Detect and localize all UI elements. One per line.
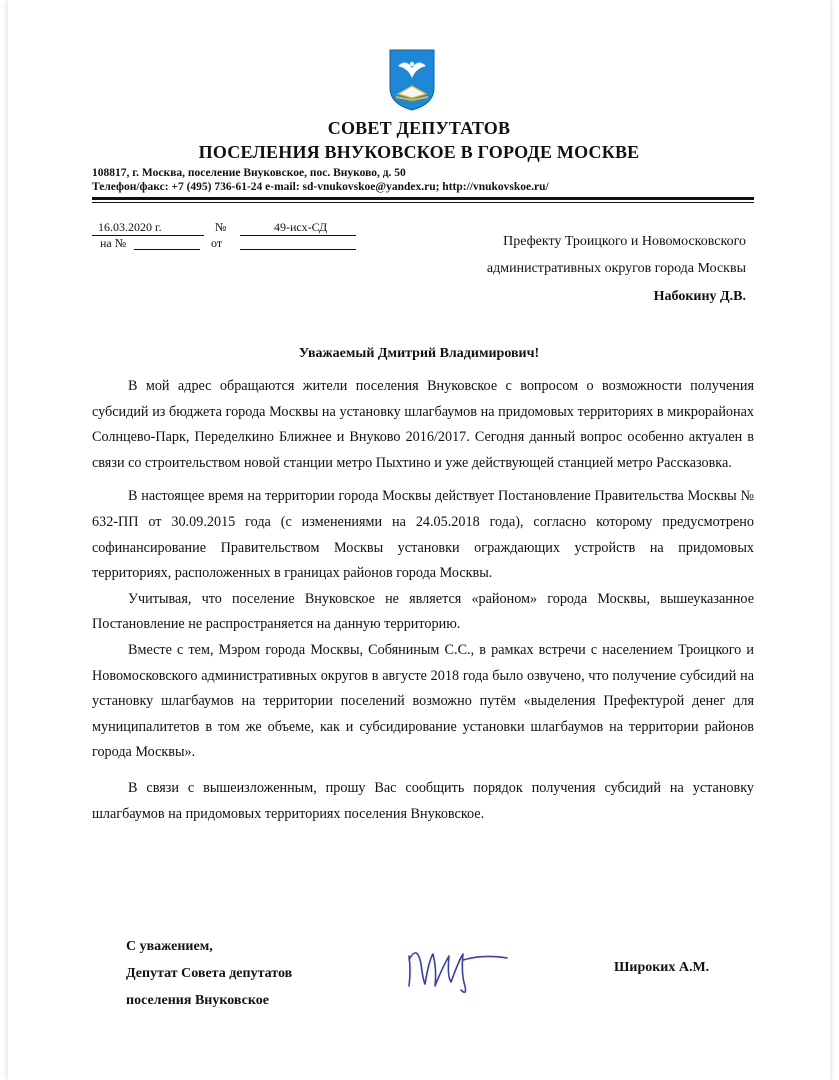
greeting: Уважаемый Дмитрий Владимирович!: [298, 346, 540, 361]
addressee-name: Набокину Д.В.: [653, 289, 746, 304]
coat-of-arms-icon: [388, 48, 436, 112]
letter-body: [92, 374, 754, 827]
addressee-line2: административных округов города Москвы: [486, 261, 746, 276]
reply-to-label: на №: [100, 236, 127, 250]
signer-name: Широких А.М.: [614, 960, 710, 975]
org-contacts: Телефон/факс: +7 (495) 736-61-24 e-mail: sd-vnukovskoe@yandex.ru; http://vnukovskoe.ru/: [92, 181, 549, 193]
number-underline: [240, 235, 356, 236]
from-underline: [240, 249, 356, 250]
closing: С уважением,: [126, 939, 213, 954]
number-label: №: [215, 220, 227, 234]
org-title-line1: СОВЕТ ДЕПУТАТОВ: [327, 118, 511, 138]
reply-to-underline: [134, 249, 200, 250]
paragraph: В связи с вышеизложенным, прошу Вас сообщить порядок получения субсидий на установку шлагбаумов на придомовых территориях поселения Внуковское.: [92, 779, 754, 822]
header-divider-thick: [92, 197, 754, 200]
outgoing-number: 49-исх-СД: [274, 220, 328, 234]
addressee-line1: Префекту Троицкого и Новомосковского: [503, 234, 746, 249]
outgoing-date: 16.03.2020 г.: [98, 220, 162, 234]
signature-block: [126, 933, 292, 1014]
paragraph: Вместе с тем, Мэром города Москвы, Собяниным С.С., в рамках встречи с населением Троицкого и Новомосковского административных округов в августе 2018 года было озвучено, что получение субсидий на установку шлагбаумов на территории поселений возможно путём «выделения Префектурой денег для муниципалитетов в том же объеме, как и субсидирование установки шлагбаумов на территории районов города Москвы».: [92, 641, 754, 761]
org-address: 108817, г. Москва, поселение Внуковское, пос. Внуково, д. 50: [92, 167, 406, 179]
header-divider-thin: [92, 202, 754, 203]
paragraph: В настоящее время на территории города Москвы действует Постановление Правительства Москвы № 632-ПП от 30.09.2015 года (с изменениями на 24.05.2018 года), согласно которому предусмотрено софинансирование Правительством Москвы установки ограждающих устройств на придомовых территориях, расположенных в границах районов города Москвы.: [92, 488, 754, 582]
signer-position-line2: поселения Внуковское: [126, 993, 269, 1008]
handwritten-signature: [403, 930, 513, 1000]
letter-page: [8, 0, 830, 1080]
paragraph: В мой адрес обращаются жители поселения Внуковское с вопросом о возможности получения субсидий из бюджета города Москвы на установку шлагбаумов на придомовых территориях в микрорайонах Солнцево-Парк, Переделкино Ближнее и Внуково 2016/2017. Сегодня данный вопрос особенно актуален в связи со строительством новой станции метро Пыхтино и уже действующей станцией метро Рассказовка.: [92, 378, 754, 471]
org-title-line2: ПОСЕЛЕНИЯ ВНУКОВСКОЕ В ГОРОДЕ МОСКВЕ: [198, 142, 640, 162]
paragraph: Учитывая, что поселение Внуковское не является «районом» города Москвы, вышеуказанное Постановление не распространяется на данную территорию.: [92, 590, 754, 633]
signer-position-line1: Депутат Совета депутатов: [126, 966, 293, 981]
from-label: от: [211, 236, 223, 250]
